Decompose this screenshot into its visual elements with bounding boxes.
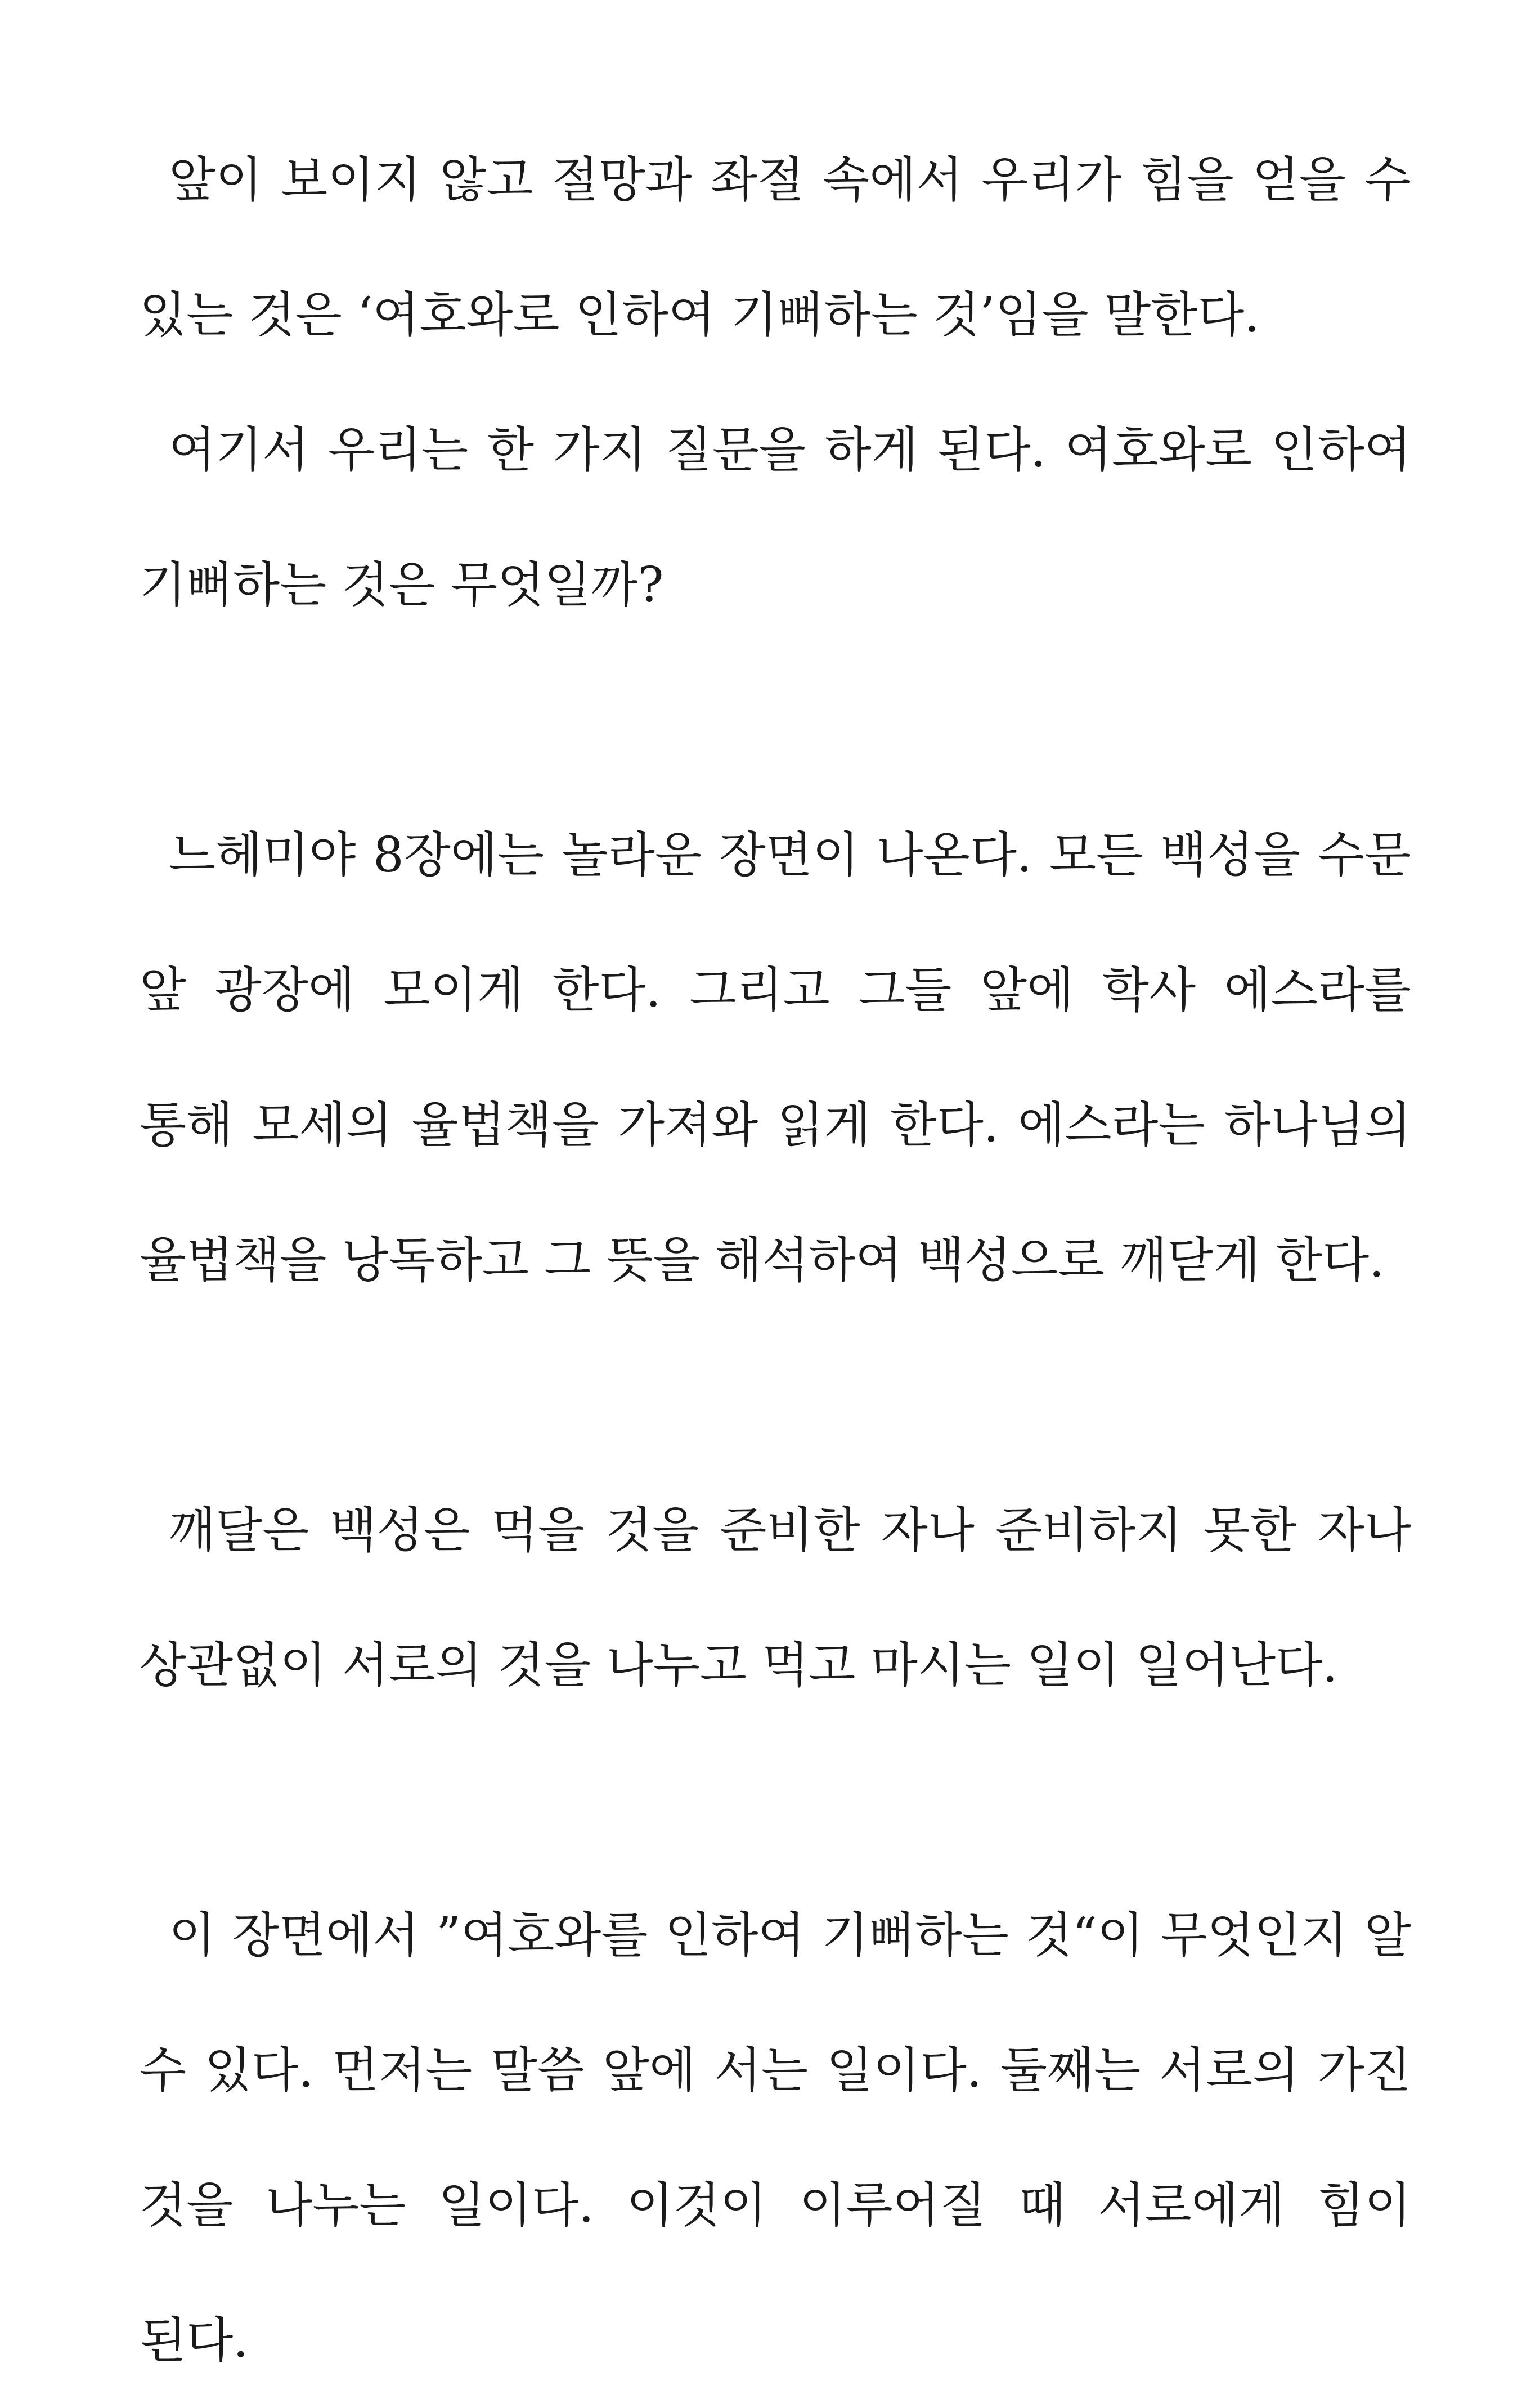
paragraph-3: 느헤미야 8장에는 놀라운 장면이 나온다. 모든 백성을 수문 앞 광장에 모이게 한다. 그리고 그들 앞에 학사 에스라를 통해 모세의 율법책을 가져와 읽게 한다. 에스라는 하나님의 율법책을 낭독하고 그 뜻을 해석하여 백성으로 깨닫게 한다.: [140, 827, 1411, 1288]
document-body: [140, 113, 1411, 2408]
paragraph-gap: [140, 1733, 1411, 1868]
paragraph-gap: [140, 1328, 1411, 1463]
paragraph-1: 앞이 보이지 않고 절망과 좌절 속에서 우리가 힘을 얻을 수 있는 것은 ‘여호와로 인하여 기뻐하는 것’임을 말한다.: [140, 152, 1411, 343]
paragraph-gap: [140, 653, 1411, 788]
paragraph-4: 깨달은 백성은 먹을 것을 준비한 자나 준비하지 못한 자나 상관없이 서로의 것을 나누고 먹고 마시는 일이 일어난다.: [140, 1502, 1411, 1693]
paragraph-5: 이 장면에서 ”여호와를 인하여 기뻐하는 것“이 무엇인지 알 수 있다. 먼저는 말씀 앞에 서는 일이다. 둘째는 서로의 가진 것을 나누는 일이다. 이것이 이루어질 때 서로에게 힘이 된다.: [140, 1907, 1411, 2369]
paragraph-2: 여기서 우리는 한 가지 질문을 하게 된다. 여호와로 인하여 기뻐하는 것은 무엇일까?: [140, 422, 1411, 613]
